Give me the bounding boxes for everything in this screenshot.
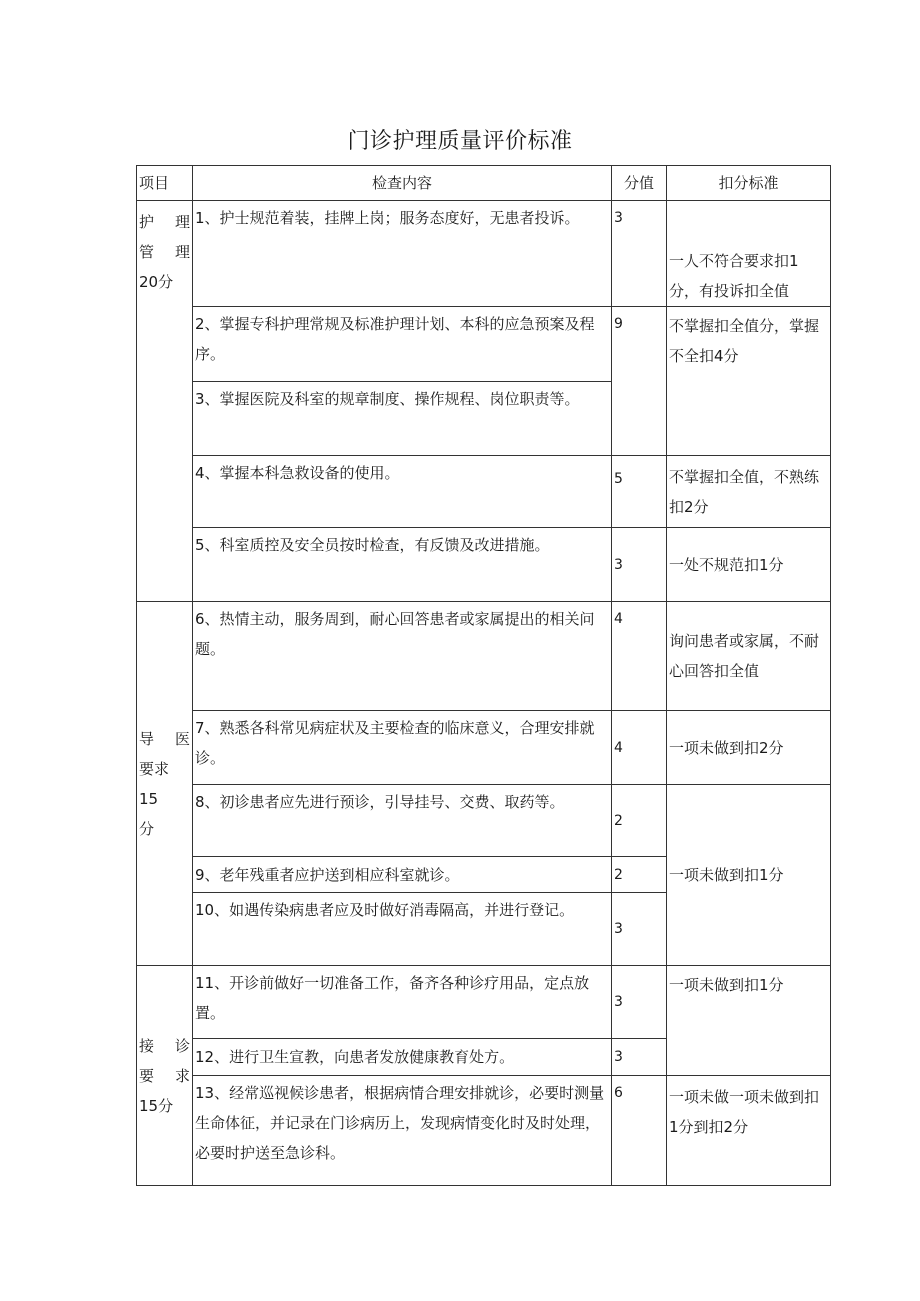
section-label-line: 护 理 (139, 213, 190, 231)
section-label-line: 导 医 (139, 729, 190, 748)
deduction-standard: 一处不规范扣1分 (667, 528, 831, 602)
item-score: 3 (612, 528, 667, 602)
item-content: 7、熟悉各科常见病症状及主要检查的临床意义，合理安排就诊。 (193, 711, 612, 785)
table-row (137, 307, 831, 382)
deduction-standard: 一项未做到扣1分 (667, 785, 831, 966)
section-label-line: 要求 (139, 759, 170, 778)
table-row (137, 711, 831, 785)
item-score: 9 (612, 307, 667, 456)
item-score: 2 (612, 785, 667, 857)
item-content: 1、护士规范着装，挂牌上岗；服务态度好，无患者投诉。 (193, 201, 612, 307)
section-nursing-management (137, 201, 193, 602)
item-score: 3 (612, 1039, 667, 1076)
section-label-line: 15 (139, 789, 159, 808)
deduction-standard: 不掌握扣全值分，掌握不全扣4分 (667, 307, 831, 456)
item-content: 6、热情主动，服务周到，耐心回答患者或家属提出的相关问题。 (193, 602, 612, 711)
table-row (137, 966, 831, 1039)
deduction-standard: 一项未做到扣1分 (667, 966, 831, 1076)
section-label-line: 20分 (139, 273, 174, 291)
table-row (137, 602, 831, 711)
item-score: 6 (612, 1076, 667, 1186)
item-content: 12、进行卫生宣教，向患者发放健康教育处方。 (193, 1039, 612, 1076)
item-score: 2 (612, 857, 667, 893)
item-content: 11、开诊前做好一切准备工作，备齐各种诊疗用品，定点放置。 (193, 966, 612, 1039)
table-row (137, 528, 831, 602)
item-content: 10、如遇传染病患者应及时做好消毒隔高，并进行登记。 (193, 893, 612, 966)
section-label-line: 要 求 (139, 1066, 190, 1085)
item-content: 3、掌握医院及科室的规章制度、操作规程、岗位职责等。 (193, 382, 612, 456)
deduction-standard: 询问患者或家属，不耐心回答扣全值 (667, 602, 831, 711)
section-label-line: 接 诊 (139, 1036, 190, 1055)
item-score: 4 (612, 711, 667, 785)
deduction-standard: 一项未做一项未做到扣1分到扣2分 (667, 1076, 831, 1186)
section-reception-requirements (137, 966, 193, 1186)
header-project: 项目 (137, 166, 193, 201)
evaluation-table (136, 165, 831, 1186)
item-content: 5、科室质控及安全员按时检查，有反馈及改进措施。 (193, 528, 612, 602)
item-content: 8、初诊患者应先进行预诊，引导挂号、交费、取药等。 (193, 785, 612, 857)
deduction-standard: 不掌握扣全值，不熟练扣2分 (667, 456, 831, 528)
header-score: 分值 (612, 166, 667, 201)
item-score: 4 (612, 602, 667, 711)
item-content: 2、掌握专科护理常规及标准护理计划、本科的应急预案及程序。 (193, 307, 612, 382)
item-content: 4、掌握本科急救设备的使用。 (193, 456, 612, 528)
deduction-standard: 一人不符合要求扣1分，有投诉扣全值 (667, 201, 831, 307)
item-score: 3 (612, 893, 667, 966)
header-standard: 扣分标准 (667, 166, 831, 201)
section-guidance-requirements (137, 602, 193, 966)
table-header-row (137, 166, 831, 201)
section-label-line: 15分 (139, 1096, 174, 1115)
section-label-line: 分 (139, 819, 155, 838)
deduction-standard: 一项未做到扣2分 (667, 711, 831, 785)
item-content: 9、老年残重者应护送到相应科室就诊。 (193, 857, 612, 893)
header-content: 检查内容 (193, 166, 612, 201)
item-score: 3 (612, 966, 667, 1039)
item-score: 5 (612, 456, 667, 528)
table-row (137, 201, 831, 307)
table-row (137, 456, 831, 528)
section-label-line: 管 理 (139, 243, 190, 261)
page-title: 门诊护理质量评价标准 (347, 129, 573, 154)
item-content: 13、经常巡视候诊患者，根据病情合理安排就诊，必要时测量生命体征，并记录在门诊病历上，发现病情变化时及时处理，必要时护送至急诊科。 (193, 1076, 612, 1186)
table-row (137, 1076, 831, 1186)
table-row (137, 785, 831, 857)
item-score: 3 (612, 201, 667, 307)
